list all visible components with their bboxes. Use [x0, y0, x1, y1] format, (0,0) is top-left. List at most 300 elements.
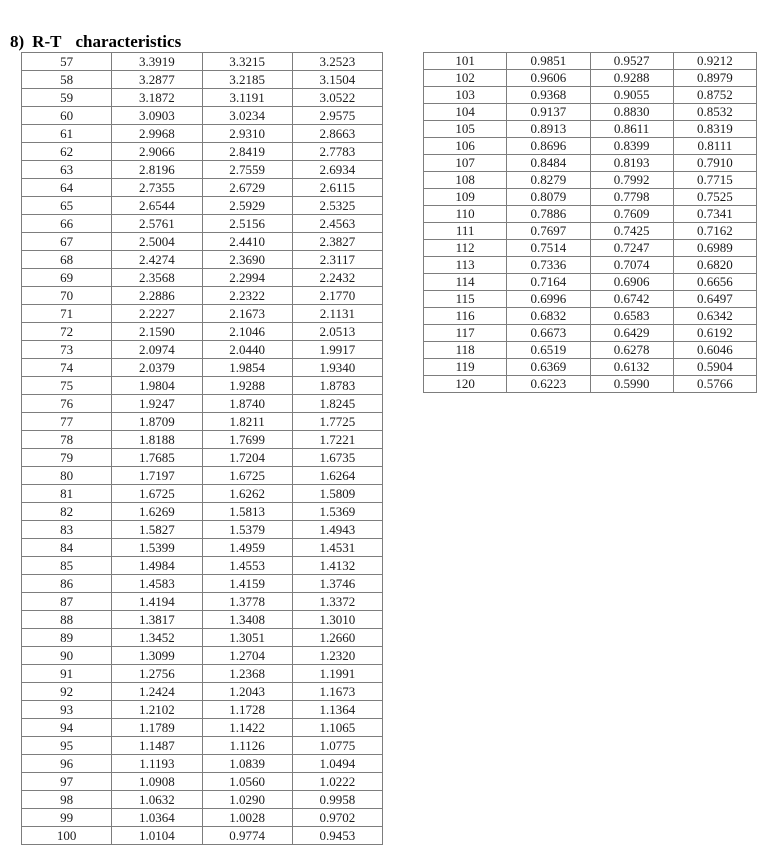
- resistance-cell: 2.5761: [112, 215, 202, 233]
- table-row: [424, 70, 757, 87]
- temperature-cell: 73: [22, 341, 112, 359]
- resistance-cell: 1.6269: [112, 503, 202, 521]
- temperature-cell: 118: [424, 342, 507, 359]
- temperature-cell: 80: [22, 467, 112, 485]
- resistance-cell: 2.3568: [112, 269, 202, 287]
- resistance-cell: 0.6673: [507, 325, 590, 342]
- resistance-cell: 1.3778: [202, 593, 292, 611]
- table-row: [22, 719, 383, 737]
- table-row: [424, 53, 757, 70]
- temperature-cell: 112: [424, 240, 507, 257]
- temperature-cell: 96: [22, 755, 112, 773]
- resistance-cell: 3.1191: [202, 89, 292, 107]
- temperature-cell: 113: [424, 257, 507, 274]
- table-row: [22, 503, 383, 521]
- temperature-cell: 81: [22, 485, 112, 503]
- resistance-cell: 0.7425: [590, 223, 673, 240]
- resistance-cell: 0.8111: [673, 138, 756, 155]
- resistance-cell: 1.8245: [292, 395, 382, 413]
- resistance-cell: 2.0974: [112, 341, 202, 359]
- resistance-cell: 2.9310: [202, 125, 292, 143]
- page-title-text-characteristics: characteristics: [75, 32, 182, 51]
- resistance-cell: 1.3010: [292, 611, 382, 629]
- resistance-cell: 0.8752: [673, 87, 756, 104]
- resistance-cell: 1.0775: [292, 737, 382, 755]
- resistance-cell: 0.7336: [507, 257, 590, 274]
- table-row: [22, 71, 383, 89]
- resistance-cell: 0.6278: [590, 342, 673, 359]
- resistance-cell: 2.4410: [202, 233, 292, 251]
- resistance-cell: 1.5827: [112, 521, 202, 539]
- table-row: [22, 197, 383, 215]
- table-row: [424, 87, 757, 104]
- resistance-cell: 0.8079: [507, 189, 590, 206]
- resistance-cell: 0.6369: [507, 359, 590, 376]
- table-row: [424, 359, 757, 376]
- temperature-cell: 66: [22, 215, 112, 233]
- resistance-cell: 2.1770: [292, 287, 382, 305]
- resistance-cell: 2.5004: [112, 233, 202, 251]
- resistance-cell: 2.1131: [292, 305, 382, 323]
- table-row: [22, 233, 383, 251]
- temperature-cell: 82: [22, 503, 112, 521]
- table-row: [22, 467, 383, 485]
- resistance-cell: 3.2877: [112, 71, 202, 89]
- temperature-cell: 110: [424, 206, 507, 223]
- temperature-cell: 59: [22, 89, 112, 107]
- table-row: [424, 189, 757, 206]
- resistance-cell: 0.6820: [673, 257, 756, 274]
- resistance-cell: 2.8663: [292, 125, 382, 143]
- temperature-cell: 67: [22, 233, 112, 251]
- resistance-cell: 0.8484: [507, 155, 590, 172]
- resistance-cell: 1.7204: [202, 449, 292, 467]
- temperature-cell: 71: [22, 305, 112, 323]
- resistance-cell: 1.8783: [292, 377, 382, 395]
- resistance-cell: 1.2368: [202, 665, 292, 683]
- resistance-cell: 0.7164: [507, 274, 590, 291]
- resistance-cell: 1.4984: [112, 557, 202, 575]
- resistance-cell: 2.1590: [112, 323, 202, 341]
- resistance-cell: 0.6996: [507, 291, 590, 308]
- table-row: [22, 377, 383, 395]
- resistance-cell: 1.0104: [112, 827, 202, 845]
- resistance-cell: 1.0364: [112, 809, 202, 827]
- resistance-cell: 0.9212: [673, 53, 756, 70]
- temperature-cell: 79: [22, 449, 112, 467]
- resistance-cell: 0.9527: [590, 53, 673, 70]
- temperature-cell: 95: [22, 737, 112, 755]
- resistance-cell: 1.4959: [202, 539, 292, 557]
- resistance-cell: 3.1504: [292, 71, 382, 89]
- resistance-cell: 1.3817: [112, 611, 202, 629]
- resistance-cell: 0.9368: [507, 87, 590, 104]
- temperature-cell: 101: [424, 53, 507, 70]
- table-row: [22, 53, 383, 71]
- temperature-cell: 85: [22, 557, 112, 575]
- resistance-cell: 1.8709: [112, 413, 202, 431]
- resistance-cell: 1.7685: [112, 449, 202, 467]
- resistance-cell: 3.3215: [202, 53, 292, 71]
- resistance-cell: 1.3372: [292, 593, 382, 611]
- resistance-cell: 0.6192: [673, 325, 756, 342]
- resistance-cell: 1.0222: [292, 773, 382, 791]
- resistance-cell: 1.5379: [202, 521, 292, 539]
- temperature-cell: 115: [424, 291, 507, 308]
- resistance-cell: 1.7197: [112, 467, 202, 485]
- table-row: [22, 107, 383, 125]
- resistance-cell: 0.6656: [673, 274, 756, 291]
- temperature-cell: 75: [22, 377, 112, 395]
- resistance-cell: 1.6725: [202, 467, 292, 485]
- temperature-cell: 65: [22, 197, 112, 215]
- resistance-cell: 2.2322: [202, 287, 292, 305]
- temperature-cell: 76: [22, 395, 112, 413]
- resistance-cell: 0.5904: [673, 359, 756, 376]
- resistance-cell: 1.7699: [202, 431, 292, 449]
- resistance-cell: 0.8193: [590, 155, 673, 172]
- resistance-cell: 1.3408: [202, 611, 292, 629]
- resistance-cell: 0.5990: [590, 376, 673, 393]
- table-row: [424, 240, 757, 257]
- table-row: [22, 557, 383, 575]
- table-row: [424, 291, 757, 308]
- table-row: [424, 206, 757, 223]
- temperature-cell: 100: [22, 827, 112, 845]
- resistance-cell: 0.9453: [292, 827, 382, 845]
- resistance-cell: 0.8319: [673, 121, 756, 138]
- table-row: [424, 104, 757, 121]
- table-row: [424, 342, 757, 359]
- table-row: [22, 305, 383, 323]
- resistance-cell: 2.9968: [112, 125, 202, 143]
- table-row: [424, 274, 757, 291]
- resistance-cell: 1.1422: [202, 719, 292, 737]
- table-row: [22, 143, 383, 161]
- resistance-cell: 1.1193: [112, 755, 202, 773]
- rt-table-right: [423, 52, 757, 393]
- temperature-cell: 87: [22, 593, 112, 611]
- resistance-cell: 2.9575: [292, 107, 382, 125]
- resistance-cell: 1.3051: [202, 629, 292, 647]
- temperature-cell: 89: [22, 629, 112, 647]
- table-row: [22, 575, 383, 593]
- resistance-cell: 1.6262: [202, 485, 292, 503]
- temperature-cell: 108: [424, 172, 507, 189]
- resistance-cell: 1.7725: [292, 413, 382, 431]
- resistance-cell: 2.2227: [112, 305, 202, 323]
- resistance-cell: 0.6223: [507, 376, 590, 393]
- resistance-cell: 1.0908: [112, 773, 202, 791]
- temperature-cell: 116: [424, 308, 507, 325]
- resistance-cell: 0.8696: [507, 138, 590, 155]
- temperature-cell: 58: [22, 71, 112, 89]
- table-row: [22, 773, 383, 791]
- page-title: [10, 32, 181, 52]
- resistance-cell: 3.2185: [202, 71, 292, 89]
- resistance-cell: 0.8399: [590, 138, 673, 155]
- resistance-cell: 0.9606: [507, 70, 590, 87]
- table-row: [22, 593, 383, 611]
- table-row: [424, 376, 757, 393]
- resistance-cell: 1.3746: [292, 575, 382, 593]
- resistance-cell: 1.5369: [292, 503, 382, 521]
- resistance-cell: 0.7162: [673, 223, 756, 240]
- resistance-cell: 2.1046: [202, 323, 292, 341]
- temperature-cell: 109: [424, 189, 507, 206]
- resistance-cell: 2.6115: [292, 179, 382, 197]
- table-row: [22, 683, 383, 701]
- table-row: [22, 791, 383, 809]
- resistance-cell: 1.1728: [202, 701, 292, 719]
- resistance-cell: 1.7221: [292, 431, 382, 449]
- temperature-cell: 94: [22, 719, 112, 737]
- resistance-cell: 3.2523: [292, 53, 382, 71]
- resistance-cell: 1.3099: [112, 647, 202, 665]
- resistance-cell: 0.8913: [507, 121, 590, 138]
- resistance-cell: 1.0632: [112, 791, 202, 809]
- resistance-cell: 2.2994: [202, 269, 292, 287]
- resistance-cell: 0.6989: [673, 240, 756, 257]
- resistance-cell: 0.6832: [507, 308, 590, 325]
- temperature-cell: 106: [424, 138, 507, 155]
- temperature-cell: 92: [22, 683, 112, 701]
- table-row: [424, 121, 757, 138]
- resistance-cell: 1.6264: [292, 467, 382, 485]
- temperature-cell: 88: [22, 611, 112, 629]
- table-row: [22, 665, 383, 683]
- resistance-cell: 2.6544: [112, 197, 202, 215]
- table-row: [424, 223, 757, 240]
- resistance-cell: 1.8188: [112, 431, 202, 449]
- resistance-cell: 0.7798: [590, 189, 673, 206]
- resistance-cell: 1.1673: [292, 683, 382, 701]
- resistance-cell: 0.9055: [590, 87, 673, 104]
- page-title-text-rt: R-T: [32, 32, 62, 51]
- resistance-cell: 1.4583: [112, 575, 202, 593]
- table-row: [22, 485, 383, 503]
- temperature-cell: 62: [22, 143, 112, 161]
- resistance-cell: 1.4194: [112, 593, 202, 611]
- resistance-cell: 1.4132: [292, 557, 382, 575]
- resistance-cell: 1.3452: [112, 629, 202, 647]
- resistance-cell: 0.9851: [507, 53, 590, 70]
- resistance-cell: 2.8196: [112, 161, 202, 179]
- temperature-cell: 117: [424, 325, 507, 342]
- resistance-cell: 1.6725: [112, 485, 202, 503]
- section-number: 8): [10, 32, 25, 51]
- temperature-cell: 98: [22, 791, 112, 809]
- resistance-cell: 0.6046: [673, 342, 756, 359]
- table-row: [22, 341, 383, 359]
- table-row: [424, 257, 757, 274]
- resistance-cell: 1.5809: [292, 485, 382, 503]
- resistance-cell: 0.6906: [590, 274, 673, 291]
- resistance-cell: 0.8611: [590, 121, 673, 138]
- resistance-cell: 0.6497: [673, 291, 756, 308]
- temperature-cell: 63: [22, 161, 112, 179]
- resistance-cell: 2.6934: [292, 161, 382, 179]
- resistance-cell: 2.4274: [112, 251, 202, 269]
- resistance-cell: 1.5399: [112, 539, 202, 557]
- table-row: [22, 431, 383, 449]
- resistance-cell: 0.9958: [292, 791, 382, 809]
- resistance-cell: 2.7355: [112, 179, 202, 197]
- resistance-cell: 1.0494: [292, 755, 382, 773]
- temperature-cell: 78: [22, 431, 112, 449]
- resistance-cell: 1.6735: [292, 449, 382, 467]
- resistance-cell: 3.0903: [112, 107, 202, 125]
- resistance-cell: 2.6729: [202, 179, 292, 197]
- table-row: [424, 172, 757, 189]
- resistance-cell: 1.9804: [112, 377, 202, 395]
- resistance-cell: 2.0440: [202, 341, 292, 359]
- resistance-cell: 1.9917: [292, 341, 382, 359]
- temperature-cell: 90: [22, 647, 112, 665]
- resistance-cell: 1.1065: [292, 719, 382, 737]
- resistance-cell: 0.6132: [590, 359, 673, 376]
- temperature-cell: 111: [424, 223, 507, 240]
- resistance-cell: 0.6583: [590, 308, 673, 325]
- resistance-cell: 2.7559: [202, 161, 292, 179]
- table-row: [22, 161, 383, 179]
- table-row: [22, 269, 383, 287]
- resistance-cell: 1.9247: [112, 395, 202, 413]
- table-row: [22, 395, 383, 413]
- resistance-cell: 0.7514: [507, 240, 590, 257]
- resistance-cell: 1.1126: [202, 737, 292, 755]
- resistance-cell: 1.2756: [112, 665, 202, 683]
- temperature-cell: 97: [22, 773, 112, 791]
- resistance-cell: 0.6742: [590, 291, 673, 308]
- resistance-cell: 0.7609: [590, 206, 673, 223]
- temperature-cell: 102: [424, 70, 507, 87]
- table-row: [22, 737, 383, 755]
- resistance-cell: 2.0513: [292, 323, 382, 341]
- table-row: [22, 215, 383, 233]
- resistance-cell: 1.1487: [112, 737, 202, 755]
- temperature-cell: 107: [424, 155, 507, 172]
- table-row: [22, 827, 383, 845]
- resistance-cell: 1.9288: [202, 377, 292, 395]
- table-row: [22, 521, 383, 539]
- table-row: [22, 611, 383, 629]
- table-row: [22, 323, 383, 341]
- temperature-cell: 57: [22, 53, 112, 71]
- resistance-cell: 2.7783: [292, 143, 382, 161]
- resistance-cell: 0.8532: [673, 104, 756, 121]
- resistance-cell: 1.4531: [292, 539, 382, 557]
- resistance-cell: 2.3827: [292, 233, 382, 251]
- temperature-cell: 64: [22, 179, 112, 197]
- resistance-cell: 1.2660: [292, 629, 382, 647]
- temperature-cell: 68: [22, 251, 112, 269]
- resistance-cell: 0.8279: [507, 172, 590, 189]
- resistance-cell: 0.6429: [590, 325, 673, 342]
- resistance-cell: 0.6342: [673, 308, 756, 325]
- resistance-cell: 0.8830: [590, 104, 673, 121]
- temperature-cell: 86: [22, 575, 112, 593]
- temperature-cell: 103: [424, 87, 507, 104]
- resistance-cell: 1.9854: [202, 359, 292, 377]
- resistance-cell: 2.9066: [112, 143, 202, 161]
- temperature-cell: 99: [22, 809, 112, 827]
- resistance-cell: 1.0028: [202, 809, 292, 827]
- resistance-cell: 0.9137: [507, 104, 590, 121]
- table-row: [22, 413, 383, 431]
- resistance-cell: 2.3117: [292, 251, 382, 269]
- resistance-cell: 1.5813: [202, 503, 292, 521]
- temperature-cell: 93: [22, 701, 112, 719]
- resistance-cell: 1.0560: [202, 773, 292, 791]
- table-row: [22, 179, 383, 197]
- resistance-cell: 0.7910: [673, 155, 756, 172]
- resistance-cell: 2.0379: [112, 359, 202, 377]
- table-row: [424, 308, 757, 325]
- resistance-cell: 1.2102: [112, 701, 202, 719]
- resistance-cell: 3.1872: [112, 89, 202, 107]
- resistance-cell: 0.5766: [673, 376, 756, 393]
- temperature-cell: 120: [424, 376, 507, 393]
- temperature-cell: 72: [22, 323, 112, 341]
- table-row: [22, 251, 383, 269]
- resistance-cell: 0.7992: [590, 172, 673, 189]
- resistance-cell: 1.4553: [202, 557, 292, 575]
- resistance-cell: 1.2424: [112, 683, 202, 701]
- resistance-cell: 2.2886: [112, 287, 202, 305]
- temperature-cell: 77: [22, 413, 112, 431]
- resistance-cell: 2.5325: [292, 197, 382, 215]
- temperature-cell: 105: [424, 121, 507, 138]
- resistance-cell: 3.0522: [292, 89, 382, 107]
- resistance-cell: 0.7074: [590, 257, 673, 274]
- resistance-cell: 0.9288: [590, 70, 673, 87]
- resistance-cell: 3.3919: [112, 53, 202, 71]
- resistance-cell: 0.7886: [507, 206, 590, 223]
- table-row: [22, 701, 383, 719]
- table-row: [22, 809, 383, 827]
- table-row: [22, 125, 383, 143]
- temperature-cell: 104: [424, 104, 507, 121]
- resistance-cell: 2.2432: [292, 269, 382, 287]
- temperature-cell: 69: [22, 269, 112, 287]
- resistance-cell: 1.4159: [202, 575, 292, 593]
- temperature-cell: 119: [424, 359, 507, 376]
- table-row: [424, 138, 757, 155]
- resistance-cell: 1.8740: [202, 395, 292, 413]
- resistance-cell: 0.9702: [292, 809, 382, 827]
- temperature-cell: 74: [22, 359, 112, 377]
- table-row: [22, 539, 383, 557]
- table-row: [22, 647, 383, 665]
- resistance-cell: 1.2320: [292, 647, 382, 665]
- rt-table-left: [21, 52, 383, 845]
- resistance-cell: 1.4943: [292, 521, 382, 539]
- resistance-cell: 1.2043: [202, 683, 292, 701]
- temperature-cell: 84: [22, 539, 112, 557]
- temperature-cell: 60: [22, 107, 112, 125]
- table-row: [22, 755, 383, 773]
- table-row: [22, 287, 383, 305]
- resistance-cell: 0.7525: [673, 189, 756, 206]
- resistance-cell: 0.7247: [590, 240, 673, 257]
- resistance-cell: 1.1991: [292, 665, 382, 683]
- resistance-cell: 3.0234: [202, 107, 292, 125]
- resistance-cell: 1.2704: [202, 647, 292, 665]
- resistance-cell: 1.8211: [202, 413, 292, 431]
- resistance-cell: 2.3690: [202, 251, 292, 269]
- temperature-cell: 91: [22, 665, 112, 683]
